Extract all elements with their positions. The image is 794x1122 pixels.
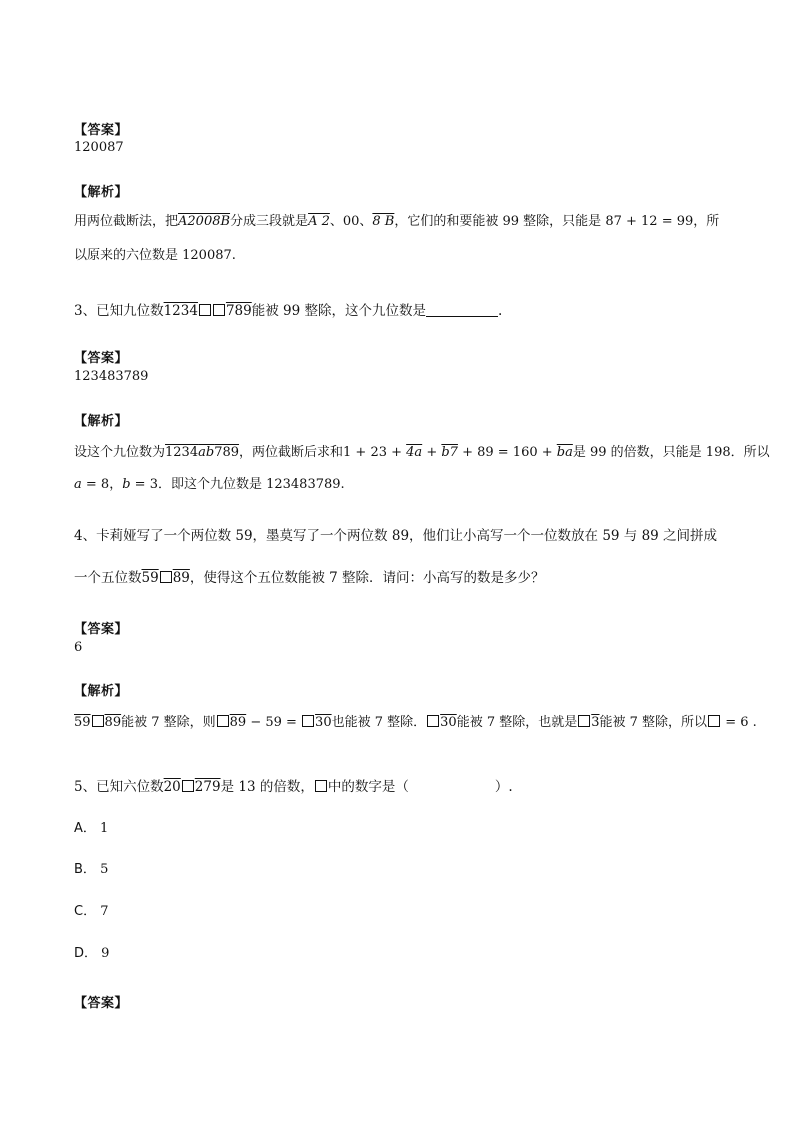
overline-segment: A 2 xyxy=(308,214,330,229)
answer-label-3: 【答案】 xyxy=(74,351,129,366)
answer-label-5: 【答案】 xyxy=(74,996,129,1011)
blank-box xyxy=(708,715,720,727)
option-d[interactable]: D． 9 xyxy=(74,946,110,961)
option-b[interactable]: B． 5 xyxy=(74,862,109,877)
overline-number: 1234ab789 xyxy=(165,445,240,460)
overline-number: 20 279 xyxy=(163,779,221,795)
analysis-3-line-2: a = 8，b = 3．即这个九位数是 123483789. xyxy=(74,477,345,492)
blank-box xyxy=(160,571,172,583)
blank-box xyxy=(213,304,225,316)
question-4-line-2: 一个五位数59 89，使得这个五位数能被 7 整除．请问：小高写的数是多少？ xyxy=(74,570,545,586)
option-a[interactable]: A． 1 xyxy=(74,821,109,836)
option-c[interactable]: C． 7 xyxy=(74,904,109,919)
analysis-4-line-1: 59 89能被 7 整除，则 89 − 59 = 30也能被 7 整除． 30能被 7 整除，也就是 3能被 7 整除，所以 = 6 . xyxy=(74,715,757,730)
overline-number: 59 89 xyxy=(74,715,122,730)
blank-box xyxy=(182,780,194,792)
analysis-1-line-1: 用两位截断法，把A2008B分成三段就是A 2、00、8 B，它们的和要能被 99 整除，只能是 87 + 12 = 99，所 xyxy=(74,214,720,229)
analysis-label-1: 【解析】 xyxy=(74,185,129,200)
answer-blank[interactable] xyxy=(426,316,498,317)
analysis-label-3: 【解析】 xyxy=(74,414,129,429)
answer-value-1: 120087 xyxy=(74,140,124,155)
blank-box xyxy=(199,304,211,316)
answer-label-1: 【答案】 xyxy=(74,123,129,138)
overline-number: 59 89 xyxy=(141,570,190,586)
question-5: 5、已知六位数20 279是 13 的倍数， 中的数字是（ ）. xyxy=(74,779,513,795)
overline-segment: 8 B xyxy=(372,214,395,229)
overline-number: 1234 789 xyxy=(163,303,252,319)
answer-label-4: 【答案】 xyxy=(74,622,129,637)
answer-value-3: 123483789 xyxy=(74,369,149,384)
answer-value-4: 6 xyxy=(74,640,83,655)
overline-number: A2008B xyxy=(178,214,231,229)
question-3: 3、已知九位数1234 789能被 99 整除，这个九位数是 . xyxy=(74,303,503,319)
analysis-label-4: 【解析】 xyxy=(74,684,129,699)
question-4-line-1: 4、卡莉娅写了一个两位数 59，墨莫写了一个两位数 89，他们让小高写一个一位数放在 59 与 89 之间拼成 xyxy=(74,528,718,544)
analysis-1-line-2: 以原来的六位数是 120087. xyxy=(74,248,236,263)
blank-box xyxy=(315,780,327,792)
analysis-3-line-1: 设这个九位数为1234ab789，两位截断后求和$1 + 23 + 4a + b7 + 89 = 160 + \overline{ba}$是 99 的倍数，只能是 198．所以 xyxy=(74,445,770,460)
